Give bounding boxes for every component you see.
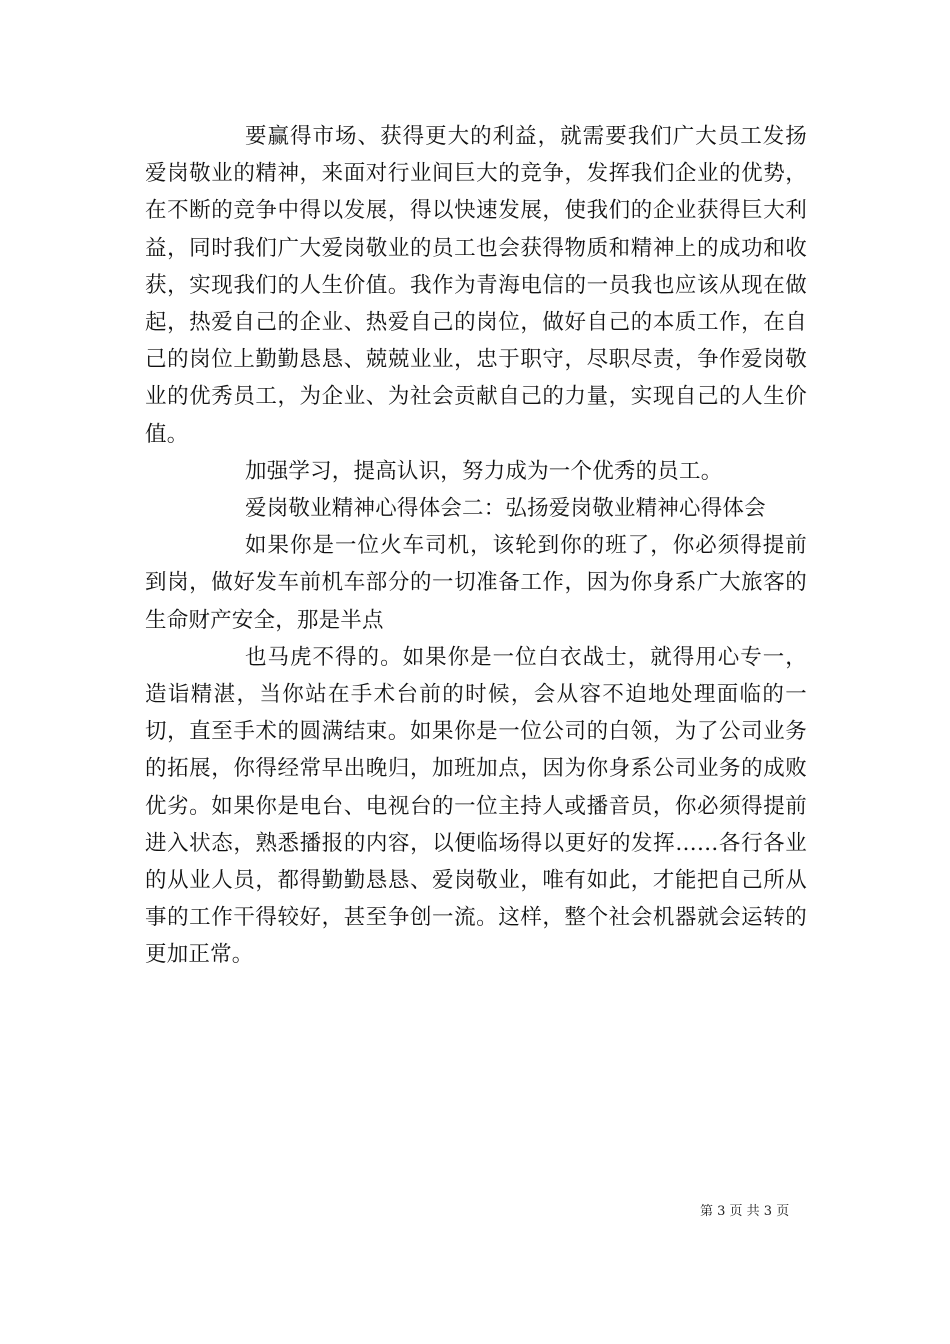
paragraph-2: 加强学习，提高认识，努力成为一个优秀的员工。: [245, 458, 723, 484]
paragraph-1: 要赢得市场、获得更大的利益，就需要我们广大员工发扬爱岗敬业的精神，来面对行业间巨大的竞争，发挥我们企业的优势，在不断的竞争中得以发展，得以快速发展，使我们的企业获得巨大利益，同时我们广大爱岗敬业的员工也会获得物质和精神上的成功和收获，实现我们的人生价值。我作为青海电信的一员我也应该从现在做起，热爱自己的企业、热爱自己的岗位，做好自己的本质工作，在自己的岗位上勤勤恳恳、兢兢业业，忠于职守，尽职尽责，争作爱岗敬业的优秀员工，为企业、为社会贡献自己的力量，实现自己的人生价值。: [145, 124, 807, 447]
paragraph-4: 也马虎不得的。如果你是一位白衣战士，就得用心专一，造诣精湛，当你站在手术台前的时候，会从容不迫地处理面临的一切，直至手术的圆满结束。如果你是一位公司的白领，为了公司业务的拓展，你得经常早出晚归，加班加点，因为你身系公司业务的成败优劣。如果你是电台、电视台的一位主持人或播音员，你必须得提前进入状态，熟悉播报的内容，以便临场得以更好的发挥……各行各业的从业人员，都得勤勤恳恳、爱岗敬业，唯有如此，才能把自己所从事的工作干得较好，甚至争创一流。这样，整个社会机器就会运转的更加正常。: [145, 644, 807, 968]
paragraph-3: 如果你是一位火车司机，该轮到你的班了，你必须得提前到岗，做好发车前机车部分的一切准备工作，因为你身系广大旅客的生命财产安全，那是半点: [145, 533, 807, 633]
document-body: [145, 118, 807, 974]
section-heading: 爱岗敬业精神心得体会二：弘扬爱岗敬业精神心得体会: [245, 496, 766, 522]
page-number-footer: 第 3 页 共 3 页: [700, 1204, 790, 1219]
